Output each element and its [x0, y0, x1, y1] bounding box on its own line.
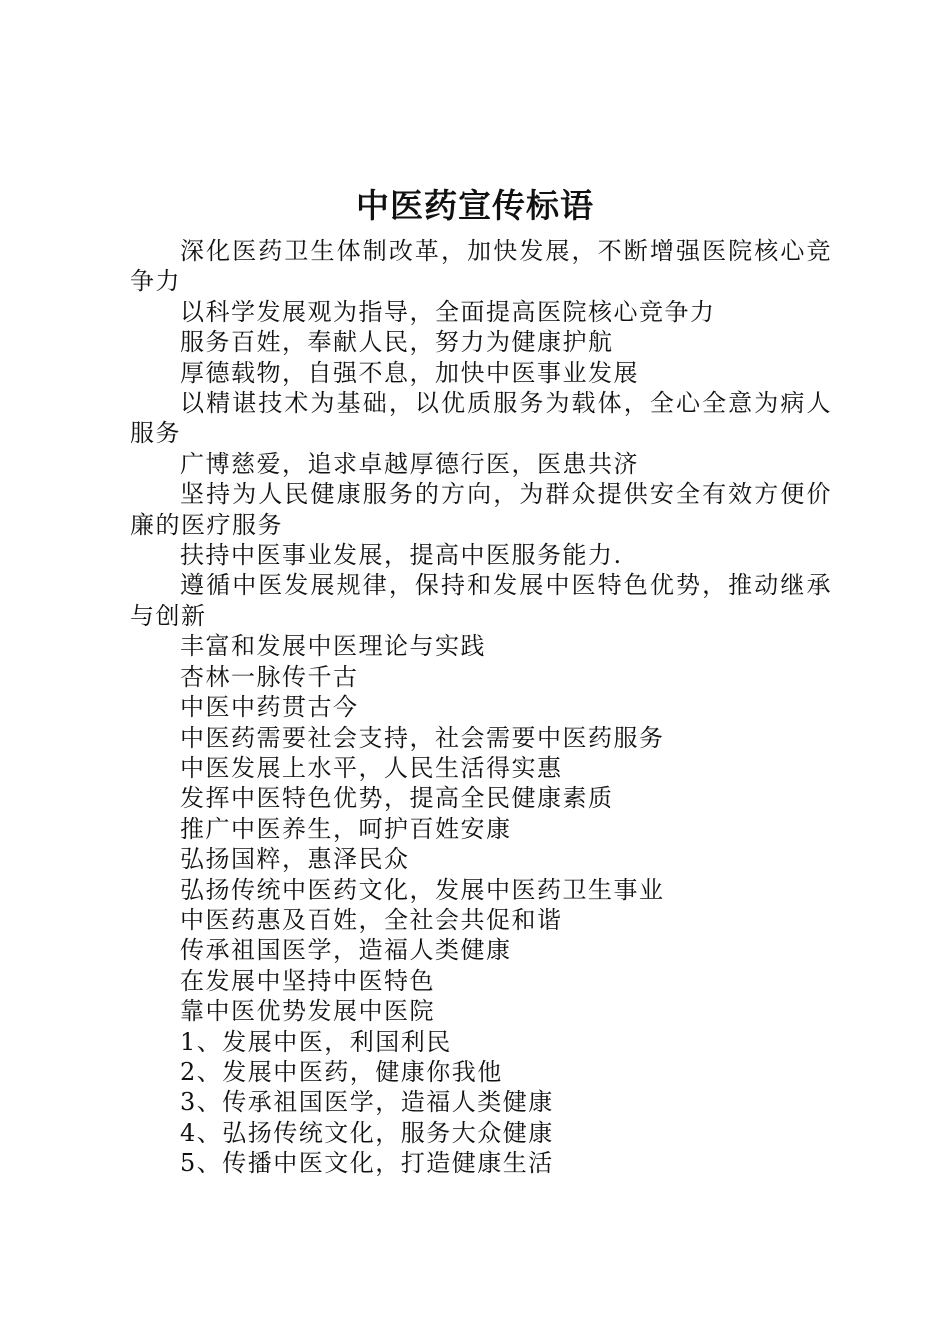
paragraph: 传承祖国医学，造福人类健康 [180, 936, 512, 965]
numbered-paragraph: 2、发展中医药，健康你我他 [180, 1057, 503, 1086]
paragraph: 服务百姓，奉献人民，努力为健康护航 [180, 328, 614, 357]
paragraph: 深化医药卫生体制改革，加快发展，不断增强医院核心竞争力 [130, 237, 832, 296]
numbered-paragraph: 3、传承祖国医学，造福人类健康 [180, 1088, 554, 1117]
paragraph: 发挥中医特色优势，提高全民健康素质 [180, 784, 614, 813]
paragraph: 在发展中坚持中医特色 [180, 966, 435, 995]
paragraph: 推广中医养生，呵护百姓安康 [180, 814, 512, 843]
numbered-paragraph: 4、弘扬传统文化，服务大众健康 [180, 1118, 554, 1147]
paragraph: 厚德载物，自强不息，加快中医事业发展 [180, 358, 639, 387]
paragraph: 中医中药贯古今 [180, 693, 359, 722]
paragraph: 以科学发展观为指导，全面提高医院核心竞争力 [180, 297, 716, 326]
paragraph: 中医药需要社会支持，社会需要中医药服务 [180, 723, 665, 752]
document-title: 中医药宣传标语 [356, 186, 594, 225]
paragraph: 扶持中医事业发展，提高中医服务能力. [180, 541, 623, 570]
paragraph: 坚持为人民健康服务的方向，为群众提供安全有效方便价廉的医疗服务 [130, 480, 832, 539]
document-body [130, 236, 832, 1179]
paragraph: 杏林一脉传千古 [180, 662, 359, 691]
paragraph: 弘扬传统中医药文化，发展中医药卫生事业 [180, 875, 665, 904]
numbered-paragraph: 1、发展中医，利国利民 [180, 1027, 452, 1056]
paragraph: 以精谌技术为基础，以优质服务为载体，全心全意为病人服务 [130, 389, 832, 448]
paragraph: 弘扬国粹，惠泽民众 [180, 845, 410, 874]
paragraph: 靠中医优势发展中医院 [180, 997, 435, 1026]
paragraph: 中医发展上水平，人民生活得实惠 [180, 753, 563, 782]
numbered-paragraph: 5、传播中医文化，打造健康生活 [180, 1149, 554, 1178]
paragraph: 中医药惠及百姓，全社会共促和谐 [180, 905, 563, 934]
paragraph: 丰富和发展中医理论与实践 [180, 632, 486, 661]
paragraph: 广博慈爱，追求卓越厚德行医，医患共济 [180, 449, 639, 478]
paragraph: 遵循中医发展规律，保持和发展中医特色优势，推动继承与创新 [130, 571, 832, 630]
